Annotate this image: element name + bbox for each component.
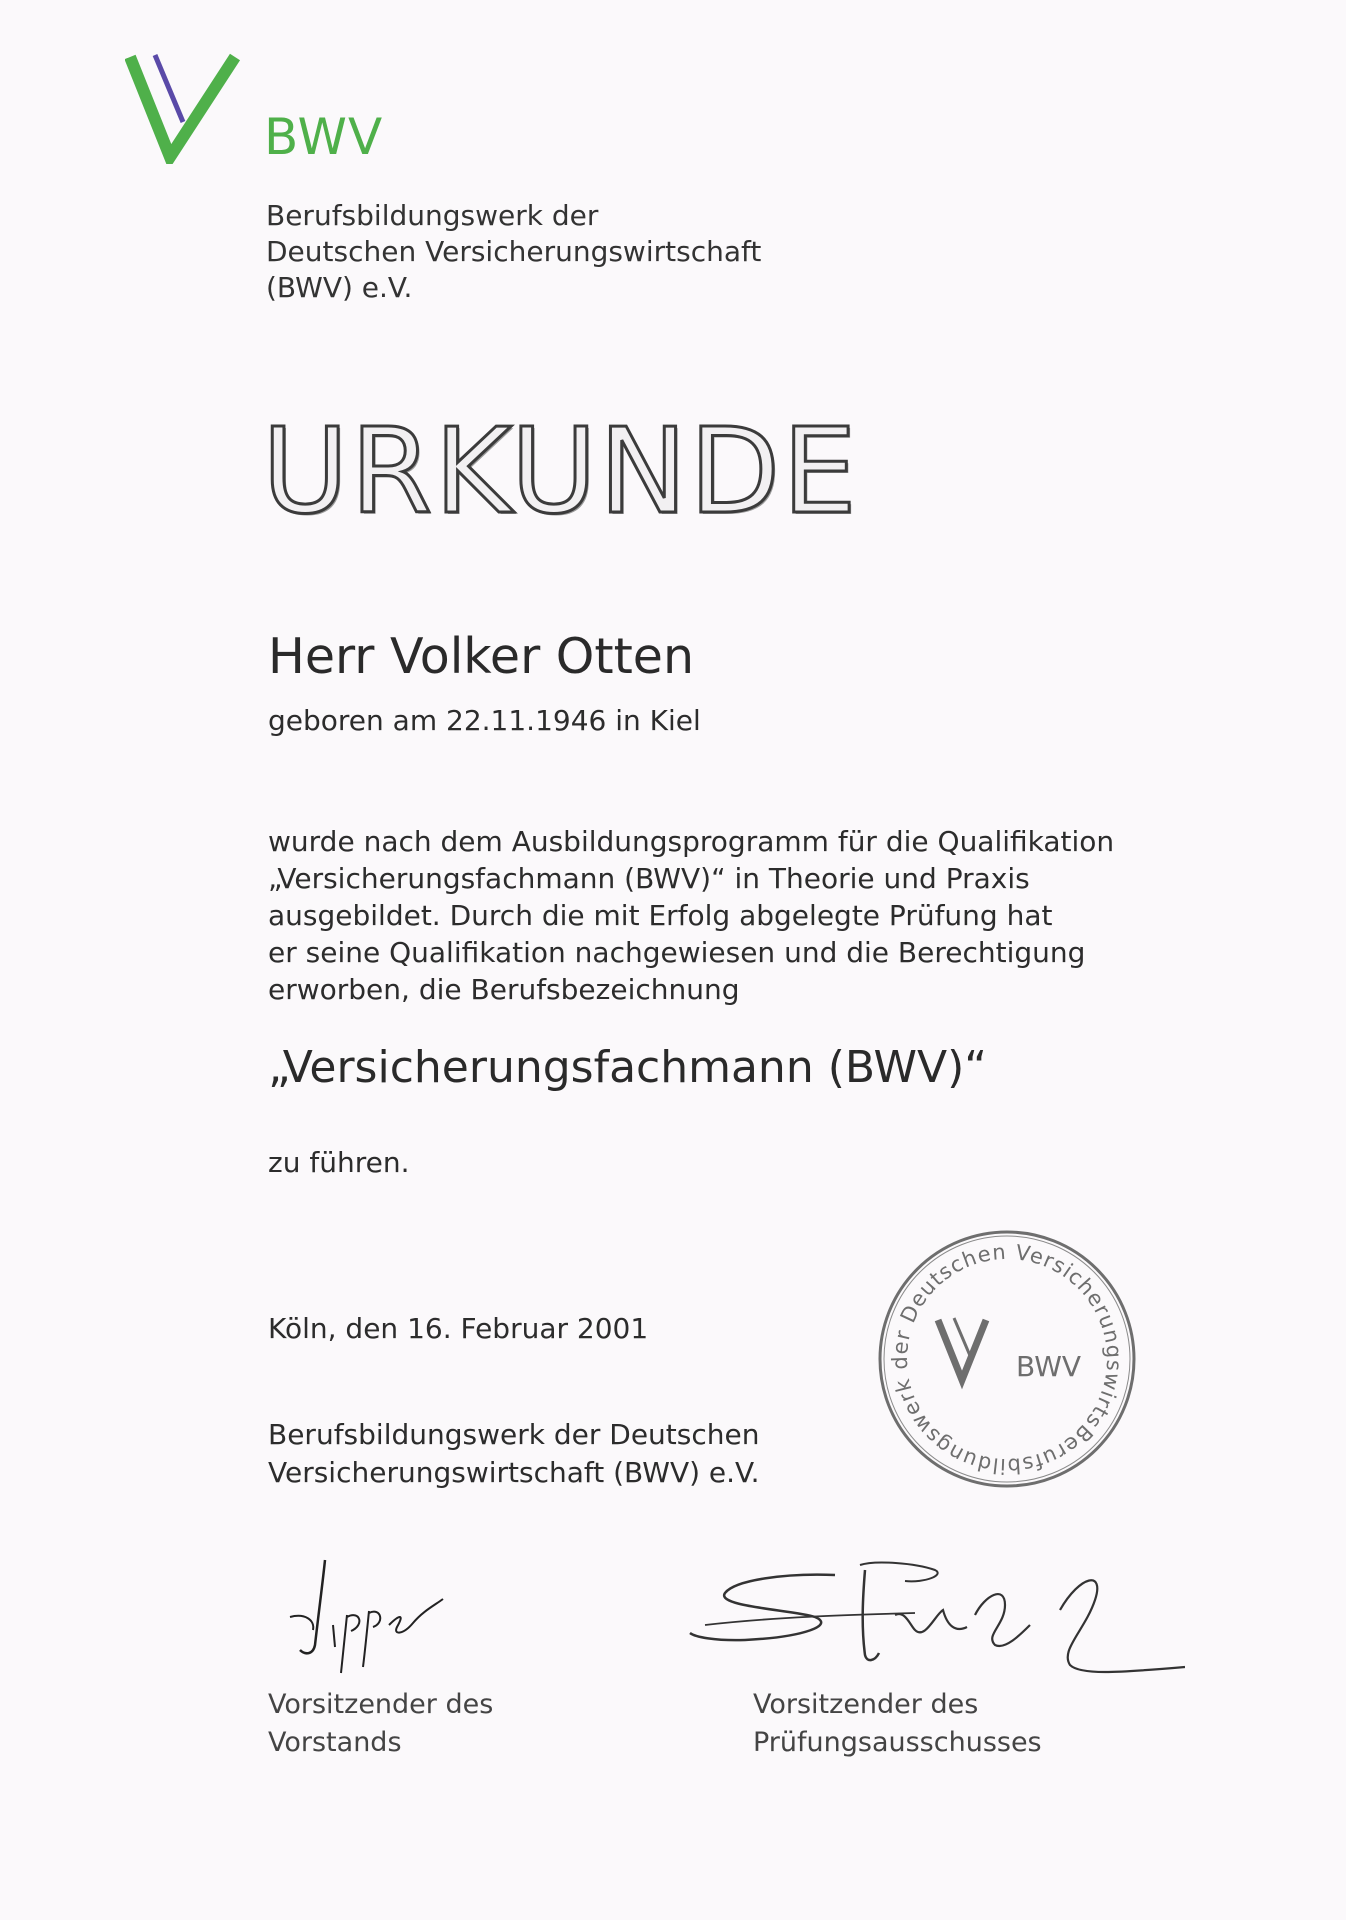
signature-left [285, 1555, 465, 1675]
issuer-line: Versicherungswirtschaft (BWV) e.V. [268, 1456, 760, 1489]
issuer-line: Berufsbildungswerk der Deutschen [268, 1418, 760, 1451]
org-line: Berufsbildungswerk der [266, 199, 599, 232]
official-seal [876, 1228, 1138, 1490]
recipient-name: Herr Volker Otten [268, 628, 694, 685]
birth-details: geboren am 22.11.1946 in Kiel [268, 704, 701, 737]
logo-text: BWV [264, 108, 384, 166]
caption-line: Prüfungsausschusses [753, 1727, 1042, 1758]
issuer-name [268, 1416, 760, 1492]
body-line: wurde nach dem Ausbildungsprogramm für die Qualifikation [268, 825, 1115, 858]
signatory-left-caption [268, 1686, 493, 1762]
caption-line: Vorsitzender des [268, 1689, 494, 1720]
closing-text: zu führen. [268, 1146, 410, 1179]
signature-right [685, 1555, 1185, 1695]
caption-line: Vorsitzender des [753, 1689, 979, 1720]
signatory-right-caption [753, 1686, 1042, 1762]
place-and-date: Köln, den 16. Februar 2001 [268, 1312, 649, 1345]
svg-text:Berufsbildungswerk der Deutsch [876, 1228, 1138, 1490]
qualification-title: „Versicherungsfachmann (BWV)“ [268, 1042, 988, 1093]
certificate-body [268, 823, 1168, 1008]
document-title: URKUNDE [262, 402, 859, 540]
body-line: er seine Qualifikation nachgewiesen und die Berechtigung [268, 936, 1086, 969]
bwv-logo-icon [125, 52, 245, 164]
org-line: Deutschen Versicherungswirtschaft [266, 235, 762, 268]
caption-line: Vorstands [268, 1727, 402, 1758]
body-line: erworben, die Berufsbezeichnung [268, 973, 740, 1006]
seal-ring-text: Berufsbildungswerk der Deutschen Versicherungswirtschaft [887, 1239, 1127, 1479]
org-line: (BWV) e.V. [266, 271, 413, 304]
body-line: ausgebildet. Durch die mit Erfolg abgelegte Prüfung hat [268, 899, 1053, 932]
body-line: „Versicherungsfachmann (BWV)“ in Theorie und Praxis [268, 862, 1030, 895]
seal-center-text: BWV [1016, 1350, 1082, 1383]
organization-name [266, 198, 761, 306]
